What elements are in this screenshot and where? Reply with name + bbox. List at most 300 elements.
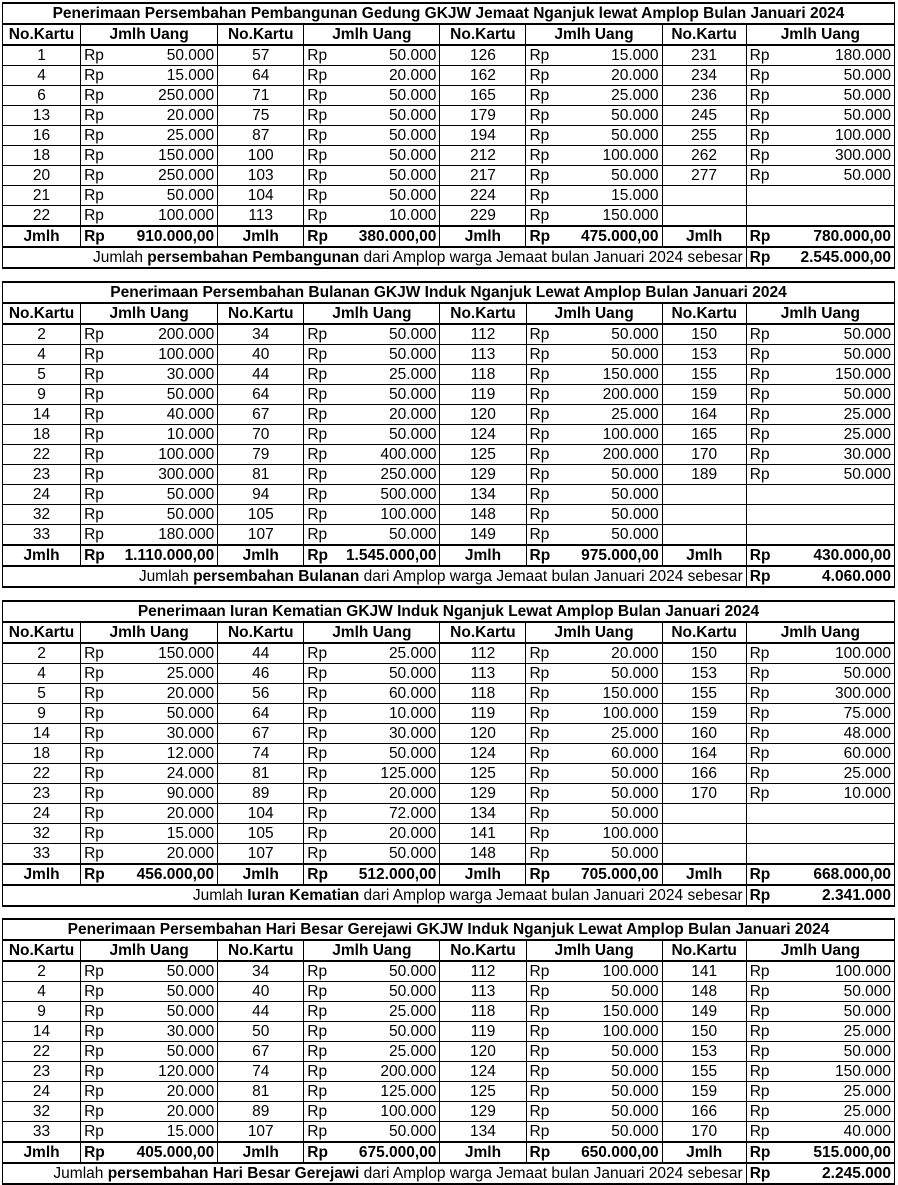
- amount-value: 25.000: [774, 764, 894, 784]
- currency-label: Rp: [304, 166, 332, 186]
- currency-label: Rp: [526, 1082, 554, 1102]
- currency-label: Rp: [304, 505, 332, 525]
- table-row: [3, 106, 895, 126]
- amount-value: 20.000: [554, 66, 662, 86]
- card-number: 160: [662, 724, 746, 744]
- header-no-kartu: No.Kartu: [662, 303, 746, 324]
- section-title: Penerimaan Iuran Kematian GKJW Induk Nganjuk Lewat Amplop Bulan Januari 2024: [3, 601, 895, 622]
- header-no-kartu: No.Kartu: [440, 622, 526, 643]
- totals-row: [3, 1142, 895, 1163]
- amount-value: 15.000: [554, 186, 662, 206]
- currency-label: Rp: [81, 1122, 109, 1143]
- total-label: Jmlh: [218, 226, 304, 247]
- currency-label: Rp: [304, 824, 332, 844]
- amount-value: 10.000: [332, 206, 440, 227]
- currency-label: Rp: [746, 982, 774, 1002]
- total-label: Jmlh: [3, 864, 81, 885]
- amount-value: 15.000: [109, 66, 218, 86]
- currency-label: Rp: [81, 764, 109, 784]
- currency-label: Rp: [81, 961, 109, 982]
- amount-value: 250.000: [332, 465, 440, 485]
- amount-value: 25.000: [554, 405, 662, 425]
- amount-value: 50.000: [332, 425, 440, 445]
- currency-label: Rp: [746, 324, 774, 345]
- card-number: 13: [3, 106, 81, 126]
- table-row: [3, 1022, 895, 1042]
- currency-label: Rp: [81, 324, 109, 345]
- amount-value: 200.000: [554, 385, 662, 405]
- currency-label: Rp: [304, 465, 332, 485]
- amount-value: 50.000: [774, 345, 894, 365]
- summary-prefix: Jumlah: [192, 886, 248, 904]
- table-row: [3, 643, 895, 664]
- summary-amount: 2.245.000: [774, 1163, 894, 1184]
- amount-value: 50.000: [554, 345, 662, 365]
- table-row: [3, 784, 895, 804]
- card-number: 81: [218, 465, 304, 485]
- header-jumlah-uang: Jmlh Uang: [746, 622, 894, 643]
- card-number: 2: [3, 961, 81, 982]
- amount-value: 50.000: [332, 146, 440, 166]
- currency-label: Rp: [526, 505, 554, 525]
- section-table-2: [2, 281, 895, 588]
- amount-value: 20.000: [109, 106, 218, 126]
- card-number: 32: [3, 1102, 81, 1122]
- currency-label: Rp: [304, 1022, 332, 1042]
- currency-label: Rp: [746, 365, 774, 385]
- amount-value: 50.000: [554, 982, 662, 1002]
- currency-label: Rp: [526, 643, 554, 664]
- currency-label: Rp: [526, 684, 554, 704]
- summary-prefix: Jumlah: [93, 248, 148, 266]
- card-number: 124: [440, 1062, 526, 1082]
- amount-value: 50.000: [774, 465, 894, 485]
- header-no-kartu: No.Kartu: [440, 303, 526, 324]
- card-number: 120: [440, 405, 526, 425]
- table-row: [3, 525, 895, 546]
- amount-value: 150.000: [109, 146, 218, 166]
- amount-value: 50.000: [774, 66, 894, 86]
- column-total: 705.000,00: [554, 864, 662, 885]
- currency-label: Rp: [304, 1122, 332, 1143]
- summary-text: [3, 1163, 747, 1184]
- amount-value: 50.000: [554, 784, 662, 804]
- card-number: 119: [440, 1022, 526, 1042]
- amount-value: 300.000: [109, 465, 218, 485]
- card-number: 5: [3, 365, 81, 385]
- currency-label: Rp: [304, 724, 332, 744]
- card-number: 231: [662, 45, 746, 66]
- card-number: 189: [662, 465, 746, 485]
- card-number: 34: [218, 961, 304, 982]
- card-number: 179: [440, 106, 526, 126]
- currency-label: Rp: [526, 784, 554, 804]
- card-number: 129: [440, 1102, 526, 1122]
- amount-value: 100.000: [774, 126, 894, 146]
- card-number: 150: [662, 643, 746, 664]
- summary-text: [3, 885, 747, 906]
- summary-prefix: Jumlah: [138, 567, 194, 585]
- amount-value: 20.000: [332, 824, 440, 844]
- amount-value: 30.000: [332, 724, 440, 744]
- amount-value: 24.000: [109, 764, 218, 784]
- section-title: Penerimaan Persembahan Bulanan GKJW Induk Nganjuk Lewat Amplop Bulan Januari 2024: [3, 282, 895, 303]
- currency-label: Rp: [81, 684, 109, 704]
- header-no-kartu: No.Kartu: [218, 940, 304, 961]
- amount-value: 72.000: [332, 804, 440, 824]
- currency-label: Rp: [81, 1042, 109, 1062]
- header-jumlah-uang: Jmlh Uang: [526, 24, 662, 45]
- amount-value: 50.000: [109, 1042, 218, 1062]
- amount-value: 100.000: [332, 1102, 440, 1122]
- table-row: [3, 365, 895, 385]
- currency-label: Rp: [81, 643, 109, 664]
- total-label: Jmlh: [662, 864, 746, 885]
- amount-value: 500.000: [332, 485, 440, 505]
- currency-label: Rp: [304, 1082, 332, 1102]
- currency-label: Rp: [81, 804, 109, 824]
- amount-value: 100.000: [109, 206, 218, 227]
- summary-currency: Rp: [746, 247, 774, 268]
- section-title: Penerimaan Persembahan Hari Besar Gerejawi GKJW Induk Nganjuk Lewat Amplop Bulan Januari 2024: [3, 919, 895, 940]
- empty-cell: [746, 824, 774, 844]
- currency-label: Rp: [746, 1142, 774, 1163]
- currency-label: Rp: [746, 961, 774, 982]
- empty-cell: [662, 505, 746, 525]
- summary-category: persembahan Bulanan: [193, 567, 360, 585]
- card-number: 141: [440, 824, 526, 844]
- amount-value: 90.000: [109, 784, 218, 804]
- amount-value: 50.000: [554, 126, 662, 146]
- card-number: 34: [218, 324, 304, 345]
- amount-value: 25.000: [774, 405, 894, 425]
- currency-label: Rp: [746, 405, 774, 425]
- card-number: 40: [218, 982, 304, 1002]
- card-number: 155: [662, 365, 746, 385]
- card-number: 245: [662, 106, 746, 126]
- card-number: 124: [440, 425, 526, 445]
- card-number: 166: [662, 1102, 746, 1122]
- amount-value: 50.000: [554, 324, 662, 345]
- amount-value: 10.000: [109, 425, 218, 445]
- amount-value: 40.000: [109, 405, 218, 425]
- card-number: 150: [662, 324, 746, 345]
- summary-amount: 2.545.000,00: [774, 247, 894, 268]
- amount-value: 75.000: [774, 704, 894, 724]
- currency-label: Rp: [526, 525, 554, 546]
- card-number: 134: [440, 804, 526, 824]
- header-jumlah-uang: Jmlh Uang: [81, 622, 218, 643]
- column-total: 1.545.000,00: [332, 545, 440, 566]
- currency-label: Rp: [81, 1062, 109, 1082]
- amount-value: 30.000: [109, 724, 218, 744]
- total-label: Jmlh: [440, 864, 526, 885]
- total-label: Jmlh: [3, 226, 81, 247]
- total-label: Jmlh: [3, 1142, 81, 1163]
- header-no-kartu: No.Kartu: [3, 940, 81, 961]
- card-number: 46: [218, 664, 304, 684]
- empty-cell: [746, 206, 774, 227]
- card-number: 100: [218, 146, 304, 166]
- amount-value: 50.000: [332, 45, 440, 66]
- amount-value: 25.000: [774, 425, 894, 445]
- card-number: 134: [440, 1122, 526, 1143]
- table-row: [3, 804, 895, 824]
- empty-cell: [662, 186, 746, 206]
- card-number: 113: [218, 206, 304, 227]
- card-number: 104: [218, 186, 304, 206]
- currency-label: Rp: [526, 864, 554, 885]
- card-number: 164: [662, 405, 746, 425]
- card-number: 105: [218, 505, 304, 525]
- card-number: 107: [218, 1122, 304, 1143]
- currency-label: Rp: [746, 1002, 774, 1022]
- card-number: 81: [218, 1082, 304, 1102]
- table-row: [3, 1042, 895, 1062]
- card-number: 194: [440, 126, 526, 146]
- section-title-row: [3, 601, 895, 622]
- card-number: 14: [3, 405, 81, 425]
- table-row: [3, 146, 895, 166]
- card-number: 50: [218, 1022, 304, 1042]
- currency-label: Rp: [746, 744, 774, 764]
- currency-label: Rp: [526, 1122, 554, 1143]
- card-number: 87: [218, 126, 304, 146]
- card-number: 112: [440, 324, 526, 345]
- currency-label: Rp: [81, 465, 109, 485]
- amount-value: 150.000: [554, 1002, 662, 1022]
- card-number: 2: [3, 324, 81, 345]
- amount-value: 50.000: [554, 465, 662, 485]
- summary-row: [3, 247, 895, 268]
- column-total: 380.000,00: [332, 226, 440, 247]
- currency-label: Rp: [304, 844, 332, 865]
- card-number: 9: [3, 704, 81, 724]
- table-row: [3, 445, 895, 465]
- card-number: 212: [440, 146, 526, 166]
- card-number: 155: [662, 684, 746, 704]
- amount-value: 30.000: [109, 1022, 218, 1042]
- amount-value: 50.000: [774, 1002, 894, 1022]
- currency-label: Rp: [526, 324, 554, 345]
- column-header-row: [3, 622, 895, 643]
- amount-value: 50.000: [554, 1122, 662, 1143]
- card-number: 75: [218, 106, 304, 126]
- amount-value: 10.000: [774, 784, 894, 804]
- table-row: [3, 385, 895, 405]
- summary-text: [3, 566, 747, 587]
- card-number: 22: [3, 1042, 81, 1062]
- currency-label: Rp: [526, 425, 554, 445]
- currency-label: Rp: [746, 684, 774, 704]
- currency-label: Rp: [304, 804, 332, 824]
- empty-cell: [662, 844, 746, 865]
- card-number: 18: [3, 744, 81, 764]
- amount-value: 150.000: [554, 684, 662, 704]
- amount-value: 100.000: [332, 505, 440, 525]
- column-total: 675.000,00: [332, 1142, 440, 1163]
- column-total: 910.000,00: [109, 226, 218, 247]
- currency-label: Rp: [304, 744, 332, 764]
- amount-value: 25.000: [774, 1102, 894, 1122]
- section-table-3: [2, 600, 895, 907]
- header-jumlah-uang: Jmlh Uang: [81, 303, 218, 324]
- card-number: 165: [440, 86, 526, 106]
- amount-value: 100.000: [554, 961, 662, 982]
- amount-value: 100.000: [554, 425, 662, 445]
- currency-label: Rp: [304, 45, 332, 66]
- header-no-kartu: No.Kartu: [218, 303, 304, 324]
- column-header-row: [3, 24, 895, 45]
- card-number: 224: [440, 186, 526, 206]
- currency-label: Rp: [526, 106, 554, 126]
- card-number: 24: [3, 804, 81, 824]
- summary-suffix: dari Amplop warga Jemaat bulan Januari 2024 sebesar: [359, 248, 743, 266]
- card-number: 113: [440, 664, 526, 684]
- amount-value: 50.000: [774, 982, 894, 1002]
- currency-label: Rp: [746, 1082, 774, 1102]
- amount-value: 200.000: [109, 324, 218, 345]
- card-number: 234: [662, 66, 746, 86]
- card-number: 170: [662, 1122, 746, 1143]
- column-total: 515.000,00: [774, 1142, 894, 1163]
- currency-label: Rp: [304, 324, 332, 345]
- amount-value: 25.000: [332, 365, 440, 385]
- amount-value: 20.000: [554, 643, 662, 664]
- empty-cell: [746, 844, 774, 865]
- summary-suffix: dari Amplop warga Jemaat bulan Januari 2024 sebesar: [359, 886, 743, 904]
- currency-label: Rp: [746, 864, 774, 885]
- amount-value: 10.000: [332, 704, 440, 724]
- amount-value: 50.000: [332, 525, 440, 546]
- column-header-row: [3, 303, 895, 324]
- section-title-row: [3, 919, 895, 940]
- currency-label: Rp: [304, 405, 332, 425]
- currency-label: Rp: [304, 206, 332, 227]
- header-jumlah-uang: Jmlh Uang: [746, 303, 894, 324]
- header-jumlah-uang: Jmlh Uang: [304, 303, 440, 324]
- totals-row: [3, 864, 895, 885]
- currency-label: Rp: [81, 784, 109, 804]
- amount-value: 50.000: [774, 1042, 894, 1062]
- summary-prefix: Jumlah: [53, 1164, 108, 1182]
- amount-value: 50.000: [332, 86, 440, 106]
- currency-label: Rp: [526, 1142, 554, 1163]
- amount-value: 50.000: [554, 1062, 662, 1082]
- amount-value: 50.000: [554, 166, 662, 186]
- currency-label: Rp: [81, 1102, 109, 1122]
- currency-label: Rp: [746, 764, 774, 784]
- amount-value: 125.000: [332, 1082, 440, 1102]
- column-total: 405.000,00: [109, 1142, 218, 1163]
- card-number: 44: [218, 1002, 304, 1022]
- currency-label: Rp: [81, 146, 109, 166]
- card-number: 89: [218, 784, 304, 804]
- currency-label: Rp: [526, 226, 554, 247]
- currency-label: Rp: [81, 345, 109, 365]
- amount-value: 20.000: [332, 405, 440, 425]
- card-number: 1: [3, 45, 81, 66]
- card-number: 67: [218, 1042, 304, 1062]
- currency-label: Rp: [526, 844, 554, 865]
- amount-value: 20.000: [109, 844, 218, 865]
- header-jumlah-uang: Jmlh Uang: [81, 24, 218, 45]
- amount-value: 50.000: [332, 1122, 440, 1143]
- amount-value: 125.000: [332, 764, 440, 784]
- currency-label: Rp: [304, 1002, 332, 1022]
- card-number: 113: [440, 982, 526, 1002]
- card-number: 5: [3, 684, 81, 704]
- currency-label: Rp: [304, 664, 332, 684]
- column-total: 1.110.000,00: [109, 545, 218, 566]
- currency-label: Rp: [526, 66, 554, 86]
- amount-value: 100.000: [109, 345, 218, 365]
- total-label: Jmlh: [440, 545, 526, 566]
- card-number: 159: [662, 1082, 746, 1102]
- card-number: 255: [662, 126, 746, 146]
- card-number: 118: [440, 684, 526, 704]
- card-number: 16: [3, 126, 81, 146]
- card-number: 107: [218, 525, 304, 546]
- card-number: 125: [440, 764, 526, 784]
- amount-value: 180.000: [109, 525, 218, 546]
- amount-value: 50.000: [332, 186, 440, 206]
- amount-value: 50.000: [554, 525, 662, 546]
- amount-value: 100.000: [554, 1022, 662, 1042]
- amount-value: 25.000: [332, 1042, 440, 1062]
- card-number: 153: [662, 664, 746, 684]
- total-label: Jmlh: [662, 1142, 746, 1163]
- header-jumlah-uang: Jmlh Uang: [746, 24, 894, 45]
- currency-label: Rp: [304, 864, 332, 885]
- amount-value: 100.000: [774, 961, 894, 982]
- currency-label: Rp: [304, 982, 332, 1002]
- amount-value: 50.000: [109, 505, 218, 525]
- amount-value: 50.000: [554, 764, 662, 784]
- section-title-row: [3, 3, 895, 24]
- currency-label: Rp: [526, 1042, 554, 1062]
- empty-cell: [774, 804, 894, 824]
- table-row: [3, 66, 895, 86]
- header-no-kartu: No.Kartu: [3, 24, 81, 45]
- card-number: 9: [3, 1002, 81, 1022]
- header-jumlah-uang: Jmlh Uang: [746, 940, 894, 961]
- currency-label: Rp: [526, 86, 554, 106]
- card-number: 21: [3, 186, 81, 206]
- card-number: 4: [3, 66, 81, 86]
- currency-label: Rp: [81, 525, 109, 546]
- section-title-row: [3, 282, 895, 303]
- card-number: 113: [440, 345, 526, 365]
- amount-value: 50.000: [109, 961, 218, 982]
- currency-label: Rp: [81, 1022, 109, 1042]
- summary-text: [3, 247, 747, 268]
- card-number: 79: [218, 445, 304, 465]
- amount-value: 250.000: [109, 166, 218, 186]
- amount-value: 150.000: [554, 206, 662, 227]
- currency-label: Rp: [304, 1102, 332, 1122]
- table-row: [3, 1062, 895, 1082]
- card-number: 134: [440, 485, 526, 505]
- card-number: 159: [662, 704, 746, 724]
- amount-value: 150.000: [774, 1062, 894, 1082]
- card-number: 120: [440, 1042, 526, 1062]
- amount-value: 400.000: [332, 445, 440, 465]
- summary-row: [3, 566, 895, 587]
- currency-label: Rp: [81, 365, 109, 385]
- card-number: 148: [440, 505, 526, 525]
- currency-label: Rp: [526, 345, 554, 365]
